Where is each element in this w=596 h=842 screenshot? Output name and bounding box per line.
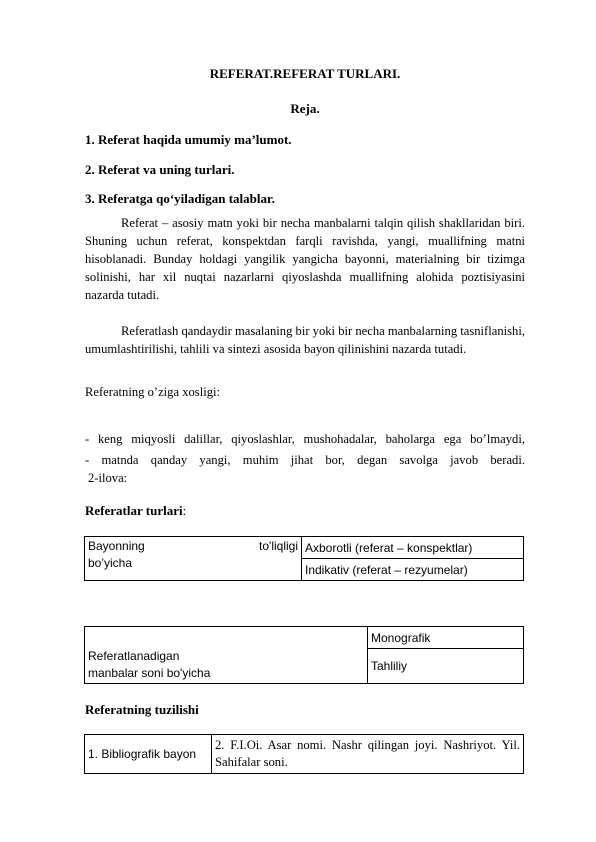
tuzilishi-heading: Referatning tuzilishi: [85, 702, 199, 717]
paragraph-referat-definition: Referat – asosiy matn yoki bir necha manbalarni talqin qilish shakllaridan biri. Shuning uchun referat, konspektdan farqli ravishda, yangi, muallifning matni hisoblanadi. Bunday holdagi yangilik yangicha bayonni, materialning bir tizimga solinishi, har xil nuqtai nazarlarni qiyoslashda muallifning alohida poztisiyasini nazarda tutadi.: [85, 216, 525, 302]
manbalar-row-1: Monografik: [368, 627, 524, 649]
dash-item-1: - keng miqyosli dalillar, qiyoslashlar, mushohadalar, baholarga ega bo’lmaydi,: [85, 432, 525, 446]
turlari-left-cell: [85, 537, 302, 581]
manbalar-table: [84, 626, 524, 684]
manbalar-left-cell: [85, 627, 368, 684]
document-title: REFERAT.REFERAT TURLARI.: [209, 66, 401, 81]
manbalar-left-line-1: Referatlanadigan: [88, 649, 180, 663]
turlari-colon: :: [182, 503, 187, 518]
xosligi-heading: Referatning o’ziga xosligi:: [85, 385, 220, 399]
plan-item-2: 2. Referat va uning turlari.: [85, 162, 235, 177]
manbalar-left-line-2: manbalar soni bo'yicha: [88, 666, 211, 680]
ilova-label: 2-ilova:: [88, 471, 128, 485]
turlari-row-1: Axborotli (referat – konspektlar): [302, 537, 524, 559]
bibliografik-bayon-cell: 1. Bibliografik bayon: [85, 735, 212, 774]
paragraph-referatlash: Referatlash qandaydir masalaning bir yoki bir necha manbalarning tasniflanishi, umumlashtirilishi, tahlili va sintezi asosida bayon qilinishini nazarda tutadi.: [85, 324, 525, 356]
turlari-heading: [85, 503, 186, 519]
tuzilishi-table: [84, 734, 524, 774]
bibliografik-details-cell: 2. F.I.Oi. Asar nomi. Nashr qilingan joyi. Nashriyot. Yil. Sahifalar soni.: [212, 735, 524, 774]
turlari-left-word-3: bo’yicha: [88, 556, 133, 570]
plan-heading: Reja.: [290, 101, 320, 116]
turlari-left-word-1: Bayonning: [88, 539, 145, 553]
turlari-left-word-2: to'liqligi: [259, 539, 298, 553]
plan-item-3: 3. Referatga qo‘yiladigan talablar.: [85, 191, 275, 206]
turlari-row-2: Indikativ (referat – rezyumelar): [302, 559, 524, 581]
plan-item-1: 1. Referat haqida umumiy ma’lumot.: [85, 132, 292, 147]
manbalar-row-2: Tahliliy: [368, 649, 524, 684]
turlari-table: [84, 536, 524, 581]
dash-item-2: - matnda qanday yangi, muhim jihat bor, degan savolga javob beradi.: [85, 453, 525, 467]
turlari-heading-text: Referatlar turlari: [85, 503, 183, 518]
